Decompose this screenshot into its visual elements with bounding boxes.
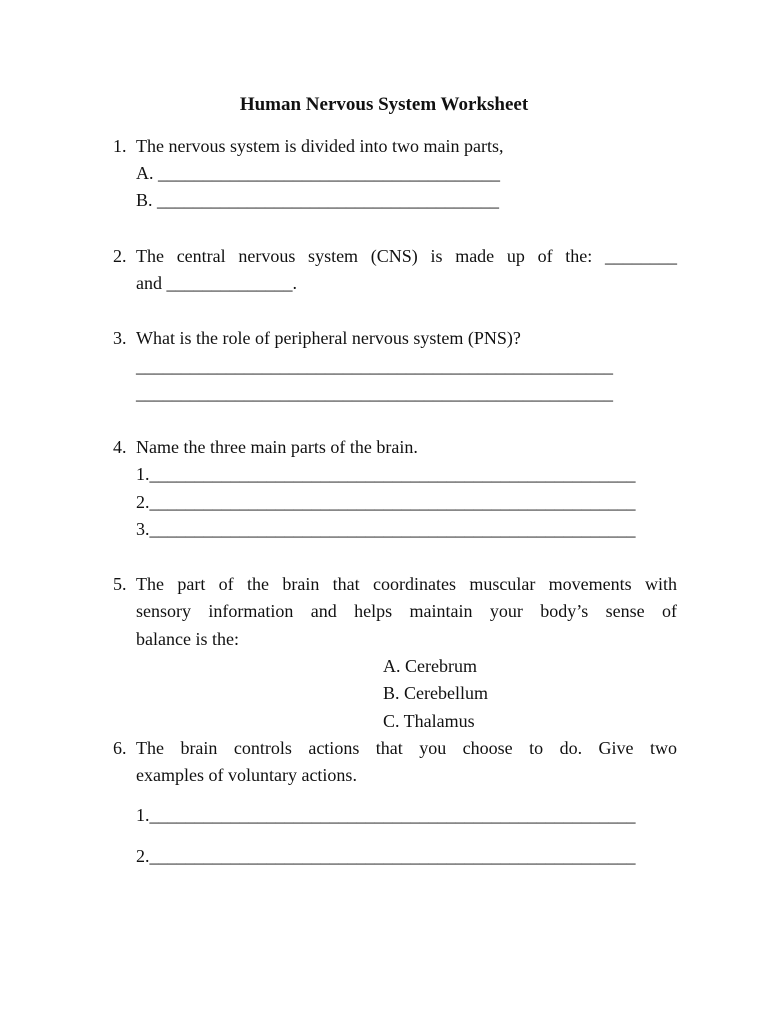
q3-blank-2: _____________________________________________________ [136, 383, 613, 403]
q6-line2: examples of voluntary actions. [136, 765, 357, 785]
q5-line1: The part of the brain that coordinates muscular movements with [136, 574, 677, 594]
q5-option-c: C. Thalamus [383, 711, 475, 731]
q6-blank-1: 1.______________________________________________________ [136, 805, 636, 825]
q4-blank-2: 2.______________________________________________________ [136, 492, 636, 512]
q3-blank-1: _____________________________________________________ [136, 356, 613, 376]
page-title: Human Nervous System Worksheet [239, 94, 529, 115]
q2-number: 2. [113, 246, 127, 266]
q4-number: 4. [113, 437, 127, 457]
q5-option-b: B. Cerebellum [383, 683, 488, 703]
q4-blank-3: 3.______________________________________________________ [136, 519, 636, 539]
q1-blank-b: B. ______________________________________ [136, 190, 500, 210]
q2-line2: and ______________. [136, 273, 297, 293]
q4-text: Name the three main parts of the brain. [136, 437, 418, 457]
q5-option-a: A. Cerebrum [383, 656, 477, 676]
q5-line3: balance is the: [136, 629, 239, 649]
q6-number: 6. [113, 738, 127, 758]
q6-blank-2: 2.______________________________________________________ [136, 846, 636, 866]
q2-line1: The central nervous system (CNS) is made up of the: ________ [136, 246, 677, 266]
q5-number: 5. [113, 574, 127, 594]
q4-blank-1: 1.______________________________________________________ [136, 464, 636, 484]
q5-line2: sensory information and helps maintain your body’s sense of [136, 601, 677, 621]
q6-line1: The brain controls actions that you choose to do. Give two [136, 738, 677, 758]
q1-text: The nervous system is divided into two main parts, [136, 136, 504, 156]
q3-number: 3. [113, 328, 127, 348]
q3-text: What is the role of peripheral nervous system (PNS)? [136, 328, 521, 348]
q1-number: 1. [113, 136, 127, 156]
q1-blank-a: A. ______________________________________ [136, 163, 500, 183]
